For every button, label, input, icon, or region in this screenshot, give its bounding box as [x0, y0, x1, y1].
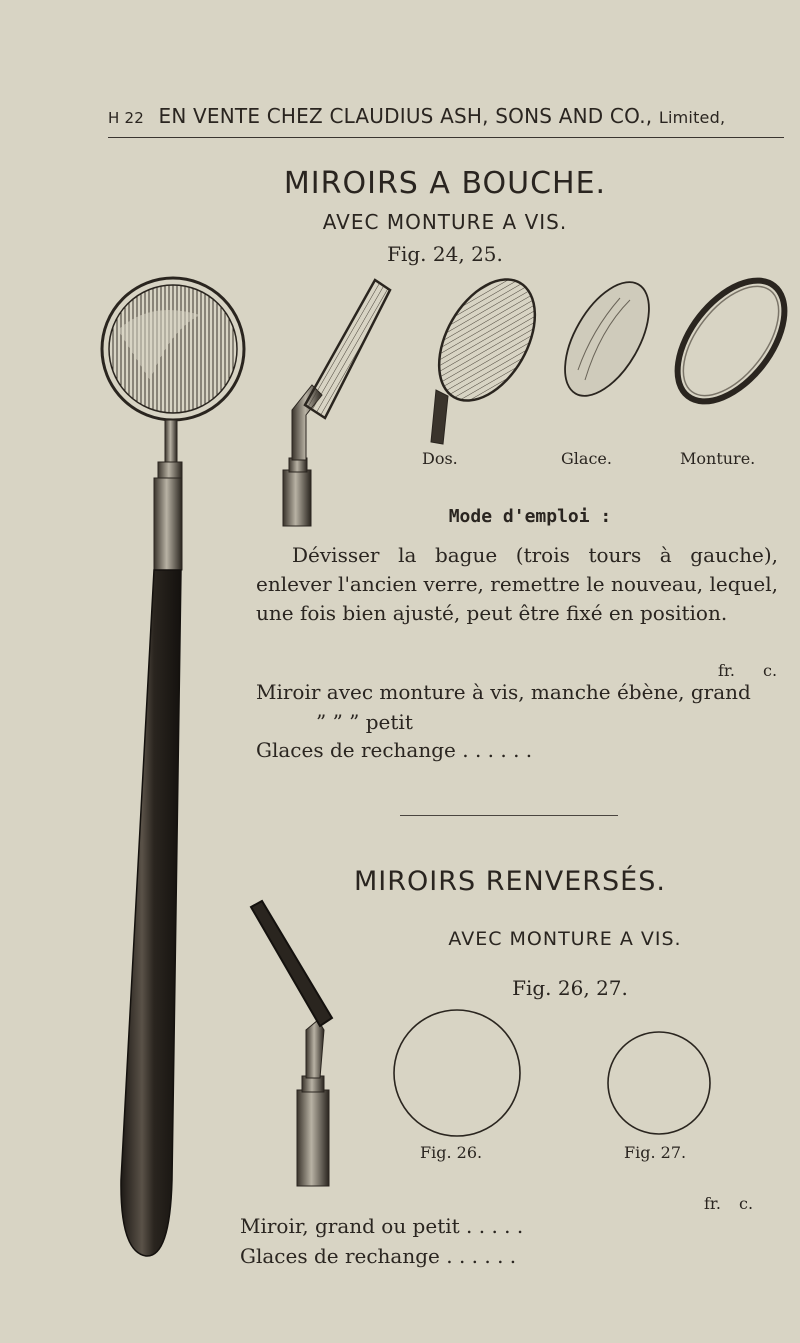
reversed-mirror-illustration [251, 901, 332, 1186]
caption-glass: Glace. [561, 449, 612, 468]
section2-figure-ref: Fig. 26, 27. [512, 976, 628, 1000]
section-divider [400, 815, 618, 816]
mouth-mirror-illustration [102, 278, 244, 1256]
currency-franc-2: fr. [704, 1194, 721, 1213]
price-row: ” ” ” petit [316, 710, 413, 734]
caption-frame: Monture. [680, 449, 756, 468]
caption-fig27: Fig. 27. [624, 1143, 687, 1162]
price-row: Glaces de rechange . . . . . . [240, 1244, 517, 1268]
running-title: EN VENTE CHEZ CLAUDIUS ASH, SONS AND CO., [158, 104, 653, 128]
page-number: H 22 [108, 109, 144, 127]
section1-title: MIROIRS A BOUCHE. [283, 166, 607, 201]
section1-subtitle: AVEC MONTURE A VIS. [322, 210, 568, 234]
mirror-back-illustration [419, 263, 554, 444]
mirror-frame-illustration [656, 261, 800, 421]
price-row: Miroir, grand ou petit . . . . . [240, 1214, 524, 1238]
mirror-glass-illustration [548, 268, 666, 409]
fig26-circle [394, 1010, 520, 1136]
price-row: Glaces de rechange . . . . . . [256, 738, 533, 762]
instructions-text: Dévisser la bague (trois tours à gauche), enlever l'ancien verre, remettre le nouveau, lequel, une fois bien ajusté, peut être fixé en position. [256, 543, 778, 625]
price-row: Miroir avec monture à vis, manche ébène, grand [256, 680, 751, 704]
caption-back: Dos. [422, 449, 458, 468]
section2-title: MIROIRS RENVERSÉS. [354, 866, 666, 897]
caption-fig26: Fig. 26. [420, 1143, 483, 1162]
currency-centime-1: c. [763, 661, 778, 680]
currency-centime-2: c. [739, 1194, 754, 1213]
fig27-circle [608, 1032, 710, 1134]
running-header [108, 104, 784, 136]
currency-franc-1: fr. [718, 661, 735, 680]
instructions-title: Mode d'emploi : [448, 506, 612, 527]
header-rule [108, 137, 784, 138]
running-title-suffix: Limited, [658, 108, 726, 127]
angled-mirror-illustration [283, 280, 390, 526]
section2-subtitle: AVEC MONTURE A VIS. [448, 928, 682, 950]
section1-figure-ref: Fig. 24, 25. [387, 242, 503, 266]
